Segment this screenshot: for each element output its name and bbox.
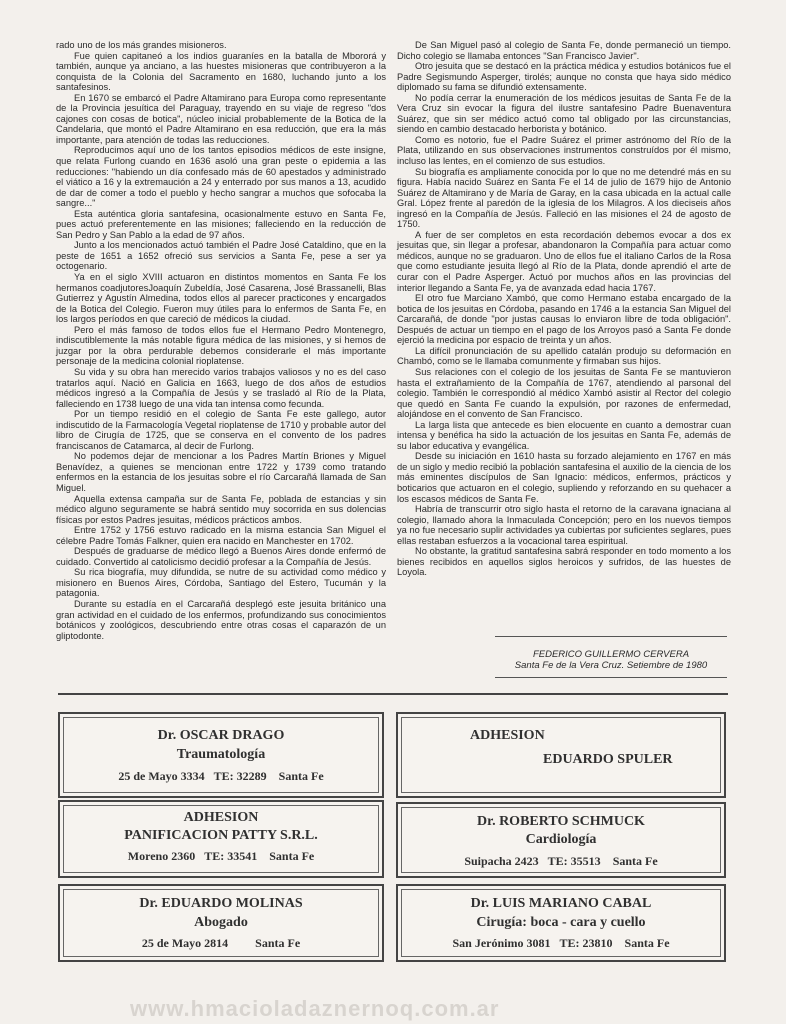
article-paragraph: Su rica biografía, muy difundida, se nutre de su actividad como médico y misionero en Buenos Aires, Córdoba, Santiago del Estero, Tucumán y la patagonia.: [56, 567, 386, 599]
ad-contact: [398, 854, 724, 869]
ad-title: ADHESION: [470, 728, 545, 743]
article-paragraph: A fuer de ser completos en esta recordación debemos evocar a dos ex jesuitas que, sin llegar a profesar, abandonaron la Compañía para actuar como médicos, aunque no se graduaron. Uno de ellos fue el italiano Carlos de la Rosa que como estudiante jesuita llegó al Río de la Plata, donde aprendió el arte de curar con el Padre Asperger. Actuó por muchos años en las provincias del interior llegando a Santa Fe, ya de avanzada edad hacia 1767.: [397, 229, 731, 293]
article-paragraph: Después de graduarse de médico llegó a Buenos Aires donde enfermó de cuidado. Convertido al catolicismo decidió profesar a la Compañía de Jesús.: [56, 546, 386, 567]
signature-rule: [495, 636, 727, 637]
article-paragraph: No podía cerrar la enumeración de los médicos jesuitas de Santa Fe de la Vera Cruz sin evocar la figura del ilustre santafesino Padre Buenaventura Suárez, que sin ser médico actuó como tal obligado por las circunstancias, siendo en cambio destacado herborista y botánico.: [397, 92, 731, 135]
ad-eduardo-spuler: [396, 712, 726, 798]
article-paragraph: Desde su iniciación en 1610 hasta su forzado alejamiento en 1767 en más de un siglo y medio recibió la población santafesina el auxilio de la ciencia de los más eminentes discípulos de San Ignacio: médicos, enfermos, prácticos y boticarios que actuaron en el colegio, supliendo y reforzando en su quehacer a los escasos médicos de Santa Fe.: [397, 451, 731, 504]
ad-phone: TE: 23810: [559, 936, 613, 950]
article-paragraph: rado uno de los más grandes misioneros.: [56, 40, 227, 50]
ad-city: Santa Fe: [624, 936, 670, 950]
ad-city: Santa Fe: [269, 849, 315, 863]
section-divider: [58, 693, 728, 695]
signature-name: FEDERICO GUILLERMO CERVERA: [532, 649, 690, 660]
article-paragraph: Aquella extensa campaña sur de Santa Fe, poblada de estancias y sin médico alguno seguramente se habrá sentido muy socorrida en sus dolencias físicas por estos Padres jesuitas, médicos prácticos ambos.: [56, 493, 386, 525]
article-paragraph: Otro jesuita que se destacó en la práctica médica y estudios botánicos fue el Padre Segismundo Asperger, tirolés; aunque no consta que haya sido médico diplomado su fama se difundió extensamente.: [397, 61, 731, 93]
ad-city: Santa Fe: [255, 936, 301, 950]
ad-contact: [398, 936, 724, 951]
ad-luis-mariano-cabal: [396, 884, 726, 962]
ad-roberto-schmuck: [396, 802, 726, 878]
article-paragraph: Por un tiempo residió en el colegio de Santa Fe este gallego, autor indiscutido de la Farmacología Vegetal rioplatense de 1710 y probable autor del libro de Cirugía de 1725, que se conserva en el convento de los padres franciscanos de Catamarca, al decir de Furlong.: [56, 409, 386, 451]
article-paragraph: Como es notorio, fue el Padre Suárez el primer astrónomo del Río de la Plata, utilizando en sus observaciones instrumentos construídos por él mismo, incluso las lentes, en el comienzo de sus estudios.: [397, 134, 731, 167]
ad-specialty: Abogado: [194, 915, 248, 930]
article-paragraph: Habría de transcurrir otro siglo hasta el retorno de la caravana ignaciana al colegio, llamado ahora la Inmaculada Concepción; pero en los nuevos tiempos ya no fue necesario suplir actividades ya cubiertas por suficientes seglares, pues ellas restaban esfuerzos a la vocacional tarea espiritual.: [397, 504, 731, 546]
ad-phone: TE: 33541: [204, 849, 258, 863]
article-paragraph: Durante su estadía en el Carcarañá desplegó este jesuita británico una gran actividad en el cuidado de los enfermos, profundizando sus conocimientos botánicos y zoológicos, descubriendo entre otras cosas el caparazón de un gliptodonte.: [56, 598, 386, 641]
ad-phone: TE: 35513: [547, 854, 601, 868]
article-paragraph: La larga lista que antecede es bien elocuente en cuanto a demostrar cuan intensa y benéfica ha sido la actuación de los jesuitas en Santa Fe, además de su labor educativa y evangélica.: [397, 419, 731, 451]
ad-phone: TE: 32289: [213, 769, 267, 783]
ad-specialty: Traumatología: [176, 747, 266, 762]
article-paragraph: Pero el más famoso de todos ellos fue el Hermano Pedro Montenegro, indiscutiblemente la más notable figura médica de las misiones, y si hemos de juzgar por la obra perdurable debemos considerarle el más importante personaje de la medicina colonial rioplatense.: [56, 324, 386, 367]
ad-address: 25 de Mayo 2814: [141, 936, 229, 950]
article-paragraph: De San Miguel pasó al colegio de Santa Fe, donde permaneció un tiempo. Dicho colegio se llamaba entonces "San Francisco Javier".: [397, 40, 731, 61]
ad-title: Dr. ROBERTO SCHMUCK: [477, 814, 645, 829]
ad-name: EDUARDO SPULER: [543, 752, 673, 767]
ad-specialty: Cardiología: [525, 832, 597, 847]
article-paragraph: Esta auténtica gloria santafesina, ocasionalmente estuvo en Santa Fe, pues actuó preferentemente en las misiones; falleciendo en la reducción de San Pedro y San Pablo a la edad de 97 años.: [56, 208, 386, 240]
ad-address: Suipacha 2423: [464, 854, 539, 868]
ad-title: Dr. LUIS MARIANO CABAL: [470, 896, 652, 911]
signature-place: Santa Fe de la Vera Cruz. Setiembre de 1980: [514, 660, 708, 671]
article-left-column: [56, 40, 386, 641]
ad-title: ADHESION: [183, 810, 259, 825]
ad-title: Dr. OSCAR DRAGO: [157, 728, 285, 743]
signature-rule-bottom: [495, 677, 727, 678]
article-paragraph: Fue quien capitaneó a los indios guaraníes en la batalla de Mbororá y también, aunque ya anciano, a las huestes misioneras que contribuyeron a la conquista de la Colonia del Sacramento en 1680, luchando junto a los santafesinos.: [56, 50, 386, 93]
article-paragraph: El otro fue Marciano Xambó, que como Hermano estaba encargado de la botica de los jesuitas en Córdoba, pasando en 1746 a la estancia San Miguel del Carcarañá, de donde "por justas causas lo enviaron libre de toda obligación". Después de actuar un tiempo en el pago de los Arroyos pasó a Santa Fe donde ejerció la medicina por espacio de treinta y un años.: [397, 293, 731, 346]
article-paragraph: Su biografía es ampliamente conocida por lo que no me detendré más en su figura. Había nacido Suárez en Santa Fe el 14 de julio de 1679 hijo de Antonio Suárez de Altamirano y de María de Garay, en la casa ubicada en la actual calle Gral. López frente al paredón de la iglesia de los Milagros. A los dieciseis años ingresó en la Compañía de Jesús. Falleció en las misiones el 24 de agosto de 1750.: [397, 166, 731, 230]
article-paragraph: Su vida y su obra han merecido varios trabajos valiosos y no es del caso tratarlos aquí. Nació en Galicia en 1663, luego de dos años de estudios médicos ingresó a la Compañía de Jesús y se trasladó al Río de la Plata, falleciendo en 1738 luego de una vida tan intensa como fecunda.: [56, 366, 386, 409]
article-paragraph: Sus relaciones con el colegio de los jesuitas de Santa Fe se mantuvieron hasta el extrañamiento de la Compañía de 1767, atendiendo al parsonal del colegio. También le correspondió al médico Xambó asistir al Rector del colegio que quedó en Santa Fe cuando la expulsión, por razones de enfermedad, alojándose en el convento de San Francisco.: [397, 366, 731, 420]
article-paragraph: Reproducimos aquí uno de los tantos episodios médicos de este insigne, que relata Furlong cuando en 1636 asoló una gran peste o epidemia a las reducciones: "habiendo un día confesado más de 60 apestados y administrado el viático a 16 y la extremaución a 24 y enterrado por sus manos a 13, acudido de dar de comer a todo el pueblo y hecho sangrar a muchos que sofocaba la sangre...": [56, 145, 386, 209]
article-paragraph: En 1670 se embarcó el Padre Altamirano para Europa como representante de la Provincia jesuítica del Paraguay, trayendo en su viaje de regreso "dos cajones con cosas de botica", núcleo inicial probablemente de la Botica de la Candelaria, que montó el Padre Altamirano en esa reducción, que era la más importante, para atención de todas las reducciones.: [56, 92, 386, 145]
article-paragraph: La difícil pronunciación de su apellido catalán produjo su deformación en Chambó, como se le llamaba comunmente y firmaban sus hijos.: [397, 345, 731, 367]
ad-contact: [60, 936, 382, 951]
ad-eduardo-molinas: [58, 884, 384, 962]
watermark-text: www.hmacioladaznernoq.com.ar: [130, 996, 500, 1021]
article-right-column: [397, 40, 731, 578]
ad-city: Santa Fe: [612, 854, 658, 868]
article-paragraph: Ya en el siglo XVIII actuaron en distintos momentos en Santa Fe los hermanos coadjutoresJoaquín Zubeldía, José Casarena, José Brassanelli, Blas Gutierrez y Agustín Almedina, todos ellos al parecer practicones y encargados de la Botica del Colegio. Fueron muy útiles para lo enfermos de Santa Fe, en los largos períodos en que careció de médicos la ciudad.: [56, 272, 386, 325]
ad-contact: [60, 849, 382, 864]
ad-address: 25 de Mayo 3334: [118, 769, 205, 783]
ad-city: Santa Fe: [278, 769, 324, 783]
ad-contact: [60, 769, 382, 784]
article-paragraph: No podemos dejar de mencionar a los Padres Martín Briones y Miguel Benavídez, a quienes se mencionan entre 1722 y 1739 como tratando enfermos en la estancia de los jesuitas sobre el río Carcarañá llamada de San Miguel.: [56, 451, 386, 493]
ad-title: Dr. EDUARDO MOLINAS: [139, 896, 303, 911]
ad-specialty: Cirugía: boca - cara y cuello: [476, 915, 646, 930]
article-paragraph: No obstante, la gratitud santafesina sabrá responder en todo momento a los bienes recibidos en aquellos siglos heroicos y sufridos, de las huestes de Loyola.: [397, 546, 731, 578]
ad-address: Moreno 2360: [127, 849, 196, 863]
ad-panificacion-patty: [58, 800, 384, 878]
ad-address: San Jerónimo 3081: [452, 936, 551, 950]
article-paragraph: Entre 1752 y 1756 estuvo radicado en la misma estancia San Miguel el célebre Padre Tomás Falkner, quien era nacido en Manchester en 1702.: [56, 525, 386, 546]
ad-oscar-drago: [58, 712, 384, 798]
ad-name: PANIFICACION PATTY S.R.L.: [124, 828, 318, 843]
article-paragraph: Junto a los mencionados actuó también el Padre José Cataldino, que en la peste de 1651 a 1652 ofreció sus servicios a Santa Fe, pese a ser ya octogenario.: [56, 240, 386, 272]
